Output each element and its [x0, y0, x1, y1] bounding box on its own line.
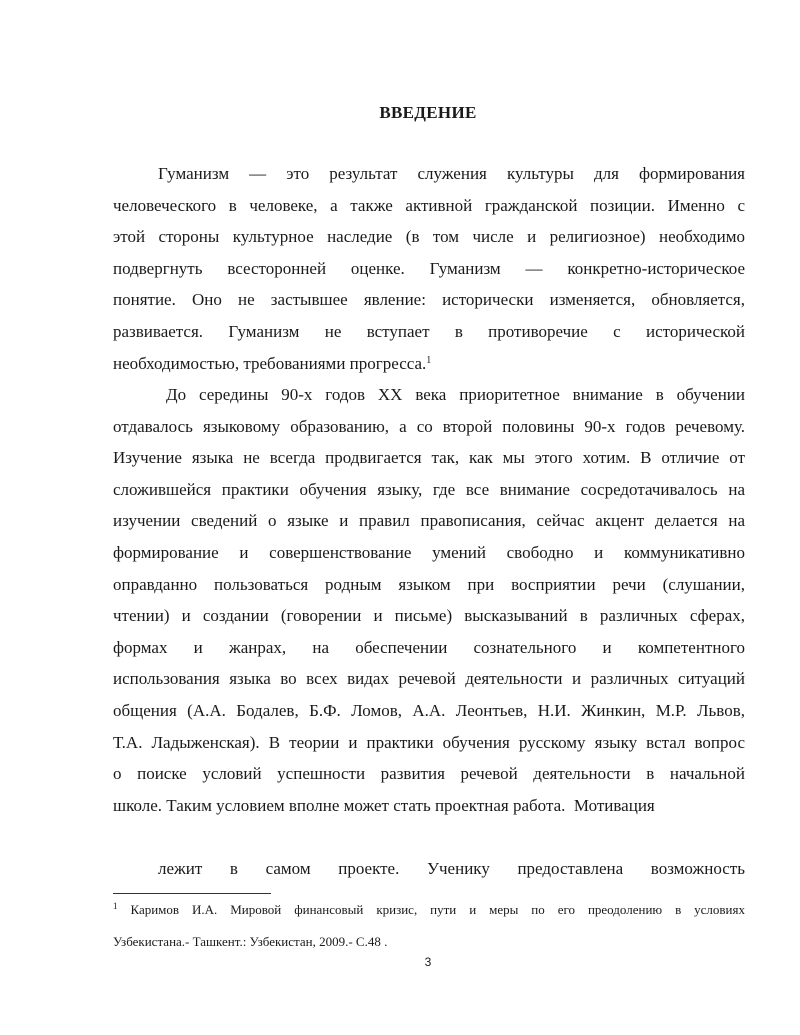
text-line: формах и жанрах, на обеспечении сознательного и компетентного	[113, 637, 745, 657]
text-line: Гуманизм — это результат служения культуры для формирования	[158, 164, 745, 183]
page-number: 3	[424, 955, 432, 969]
text-line: Изучение языка не всегда продвигается так, как мы этого хотим. В отличие от	[113, 448, 745, 468]
text-line: использования языка во всех видах речевой деятельности и различных ситуаций	[113, 669, 745, 689]
footnote	[113, 897, 745, 960]
text-line: формирование и совершенствование умений свободно и коммуникативно	[113, 542, 745, 562]
text-line: лежит в самом проекте. Ученику предоставлена возможность	[158, 859, 745, 878]
text-line: чтении) и создании (говорении и письме) высказываний в различных сферах,	[113, 606, 745, 626]
footnote-separator	[113, 893, 271, 894]
text-line: общения (А.А. Бодалев, Б.Ф. Ломов, А.А. Леонтьев, Н.И. Жинкин, М.Р. Львов,	[113, 700, 745, 720]
text-line: изучении сведений о языке и правил правописания, сейчас акцент делается на	[113, 511, 745, 531]
text-line: сложившейся практики обучения языку, где все внимание сосредотачивалось на	[113, 479, 745, 499]
text-line: оправданно пользоваться родным языком при восприятии речи (слушании,	[113, 574, 745, 594]
text-line: отдавалось языковому образованию, а со второй половины 90-х годов речевому.	[113, 416, 745, 436]
footnote-reference: 1	[426, 354, 432, 366]
paragraph-2	[113, 379, 745, 821]
page-title: ВВЕДЕНИЕ	[379, 103, 477, 122]
text-line: школе. Таким условием вполне может стать проектная работа. Мотивация	[113, 795, 655, 815]
text-line: подвергнуть всесторонней оценке. Гуманизм — конкретно-историческое	[113, 258, 745, 278]
paragraph-3	[113, 853, 745, 885]
text-line: человеческого в человеке, а также активной гражданской позиции. Именно с	[113, 195, 745, 215]
text-line: развивается. Гуманизм не вступает в противоречие с исторической	[113, 321, 745, 341]
text-line: понятие. Оно не застывшее явление: исторически изменяется, обновляется,	[113, 290, 745, 310]
text-line: Т.А. Ладыженская). В теории и практики обучения русскому языку встал вопрос	[113, 732, 745, 752]
text-line: о поиске условий успешности развития речевой деятельности в начальной	[113, 764, 745, 784]
footnote-line	[113, 897, 745, 929]
text-line: этой стороны культурное наследие (в том числе и религиозное) необходимо	[113, 227, 745, 247]
text-line-last	[113, 348, 745, 380]
footnote-number: 1	[113, 901, 118, 911]
text-line: необходимостью, требованиями прогресса.	[113, 353, 427, 373]
paragraph-1	[113, 158, 745, 379]
text-line: До середины 90-х годов XX века приоритетное внимание в обучении	[166, 385, 745, 404]
footnote-text: Каримов И.А. Мировой финансовый кризис, пути и меры по его преодолению в условиях	[130, 902, 745, 917]
footnote-line: Узбекистана.- Ташкент.: Узбекистан, 2009.- С.48 .	[113, 933, 388, 949]
